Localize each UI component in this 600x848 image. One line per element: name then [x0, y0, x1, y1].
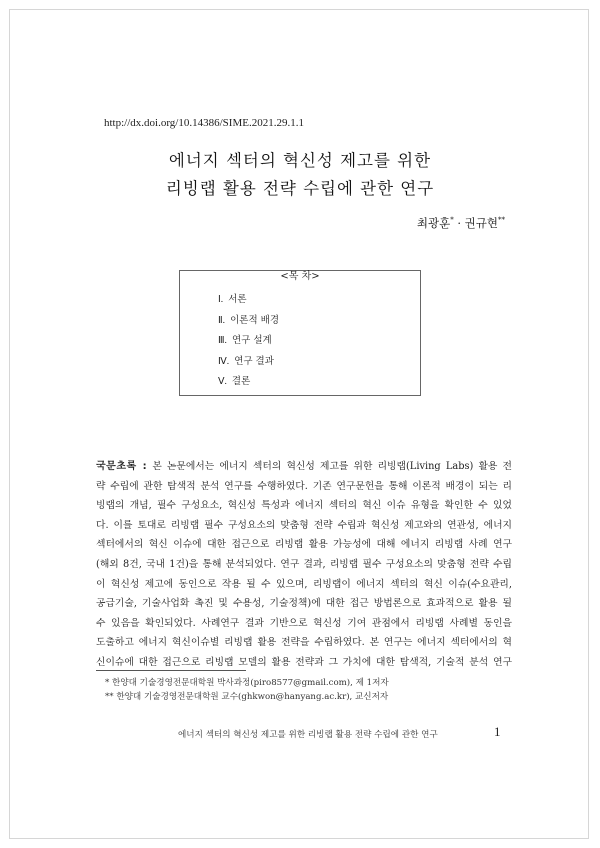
abstract-label: 국문초록 : [96, 461, 148, 472]
toc-item-label: 결론 [231, 376, 251, 387]
toc-item-label: 이론적 배경 [230, 314, 279, 326]
footnote-divider [96, 670, 246, 671]
author-separator: · [453, 216, 465, 230]
abstract-line: 이 혁신성 제고에 동인으로 작용 될 수 있으며, 리빙랩이 에너지 섹터의 혁신 이슈(수요관리, [96, 578, 512, 590]
abstract-line [96, 457, 512, 477]
abstract-line: 다. 이를 토대로 리빙랩 필수 구성요소의 맞춤형 전략 수립과 혁신성 제고와의 연관성, 에너지 [96, 519, 512, 531]
title-line-1: 에너지 섹터의 혁신성 제고를 위한 [168, 151, 432, 170]
toc-title: <목 차> [274, 271, 325, 282]
abstract-line: 도출하고 에너지 혁신이슈별 리빙랩 활용 전략을 수립하였다. 본 연구는 에너지 섹터에서의 혁 [96, 637, 512, 649]
table-of-contents [179, 270, 421, 396]
footnote-author-2: ** 한양대 기술경영전문대학원 교수(ghkwon@hanyang.ac.kr), 교신저자 [105, 692, 389, 702]
toc-item-label: 서론 [228, 294, 247, 305]
author-2-mark: ** [498, 216, 505, 224]
author-1-mark: * [450, 216, 454, 224]
abstract-line: 섹터에서의 혁신 이슈에 대한 접근으로 리빙랩 활용 가능성에 대해 에너지 리빙랩 사례 연구 [96, 539, 512, 551]
author-2-name: 권규현 [464, 216, 498, 230]
toc-item [218, 314, 279, 335]
doi-link[interactable]: http://dx.doi.org/10.14386/SIME.2021.29.1.1 [104, 117, 304, 129]
toc-item-label: 연구 결과 [234, 355, 274, 367]
toc-item [218, 293, 279, 314]
page-number: 1 [494, 724, 501, 739]
toc-item [218, 334, 279, 355]
abstract-line-text: 본 논문에서는 에너지 섹터의 혁신성 제고를 위한 리빙랩(Living Labs) 활용 전 [152, 461, 512, 472]
abstract-line: (해외 8건, 국내 1건)을 통해 분석되었다. 연구 결과, 리빙랩 필수 구성요소의 맞춤형 전략 수립 [96, 558, 512, 570]
page-border [9, 9, 589, 839]
toc-item-number: Ⅰ. [218, 295, 224, 305]
toc-item-label: 연구 설계 [231, 335, 272, 346]
title-line-2: 리빙랩 활용 전략 수립에 관한 연구 [165, 179, 435, 198]
korean-abstract [96, 457, 512, 673]
abstract-line: 공급기술, 기술사업화 촉진 및 수용성, 기술정책)에 대한 접근 방법론으로 효과적으로 활용 될 [96, 598, 512, 610]
toc-item [218, 375, 279, 396]
author-list [417, 215, 505, 231]
running-title: 에너지 섹터의 혁신성 제고를 위한 리빙랩 활용 전략 수립에 관한 연구 [178, 730, 438, 740]
toc-item-number: Ⅳ. [218, 356, 230, 367]
abstract-line: 빙랩의 개념, 필수 구성요소, 혁신성 특성과 에너지 섹터의 혁신 이슈 유형을 확인한 수 있었 [96, 500, 512, 512]
toc-item-number: Ⅴ. [218, 377, 227, 387]
abstract-line: 수 있음을 확인되었다. 사례연구 결과 기반으로 혁신성 기여 관점에서 리빙랩 사례별 동인을 [96, 617, 512, 629]
toc-item [218, 355, 279, 376]
toc-item-number: Ⅲ. [218, 336, 227, 346]
abstract-line: 신이슈에 대한 접근으로 리빙랩 모델의 활용 전략과 그 가치에 대한 탐색적, 기술적 분석 연구 [96, 656, 512, 668]
footnote-author-1: * 한양대 기술경영전문대학원 박사과정(piro8577@gmail.com), 제 1저자 [105, 678, 389, 688]
toc-item-number: Ⅱ. [218, 315, 226, 326]
author-1-name: 최광훈 [416, 216, 451, 230]
abstract-line: 략 수립에 관한 탐색적 분석 연구를 수행하였다. 기존 연구문헌을 통해 이론적 배경이 되는 리 [96, 480, 512, 492]
